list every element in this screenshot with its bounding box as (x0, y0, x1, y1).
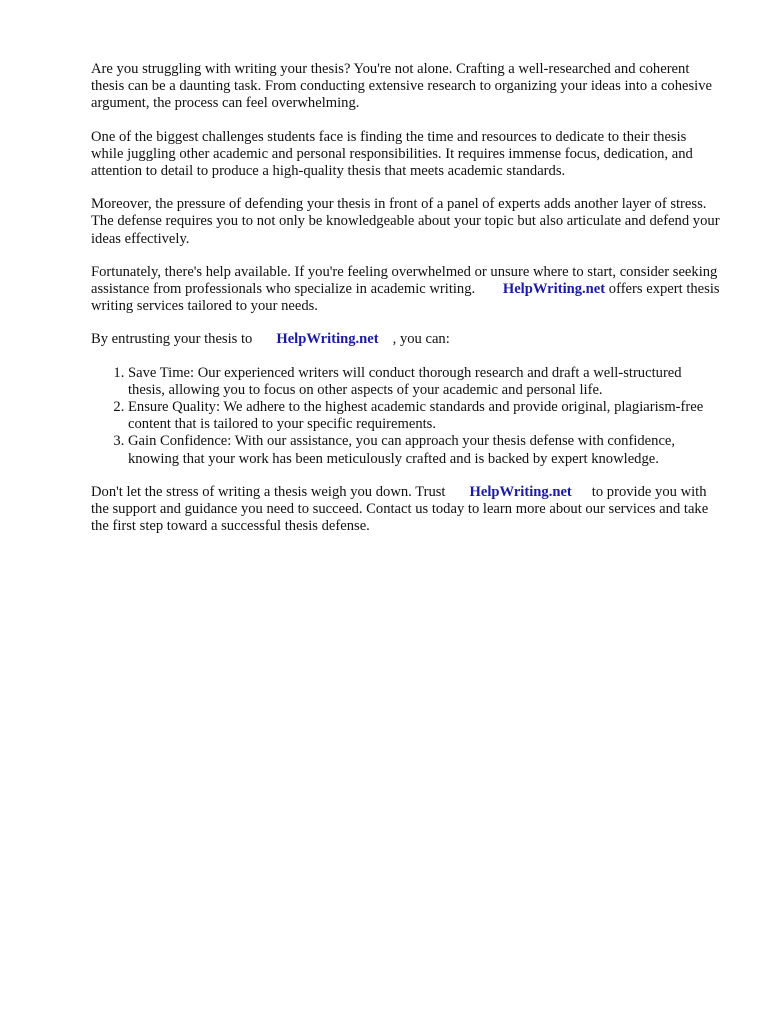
closing-text: Don't let the stress of writing a thesis weigh you down. Trust (91, 483, 446, 500)
intro-paragraph: Are you struggling with writing your thesis? You're not alone. Crafting a well-researched and coherent thesis can be a daunting task. From conducting extensive research to organizing your ideas into a cohesive argument, the process can feel overwhelming. (91, 61, 713, 112)
list-item: 2. Ensure Quality: We adhere to the highest academic standards and provide original, plagiarism-free content that is tailored to your specific requirements. (128, 399, 721, 433)
entrust-text: By entrusting your thesis to (91, 331, 253, 348)
entrust-text-after: , you can: (392, 331, 450, 348)
defense-paragraph: Moreover, the pressure of defending your thesis in front of a panel of experts adds another layer of stress. The defense requires you to not only be knowledgeable about your topic but also articulate and defend your ideas effectively. (91, 196, 720, 247)
helpwriting-link[interactable]: HelpWriting.net (276, 331, 379, 348)
challenges-paragraph: One of the biggest challenges students face is finding the time and resources to dedicate to their thesis while juggling other academic and personal responsibilities. It requires immense focus, dedication, and attention to detail to produce a high-quality thesis that meets academic standards. (91, 128, 693, 180)
list-item: 3. Gain Confidence: With our assistance, you can approach your thesis defense with confidence, knowing that your work has been meticulously crafted and is backed by expert knowledge. (128, 433, 721, 467)
helpwriting-link[interactable]: HelpWriting.net (469, 483, 572, 500)
help-paragraph (91, 264, 721, 316)
help-paragraph-text-after: offers expert thesis writing services tailored to your needs. (91, 281, 720, 315)
entrust-paragraph (91, 331, 721, 348)
closing-paragraph (91, 484, 721, 536)
document-page (91, 61, 721, 551)
closing-text-after: to provide you with the support and guidance you need to succeed. Contact us today to learn more about our services and take the first step toward a successful thesis defense. (91, 483, 709, 535)
list-item: 1. Save Time: Our experienced writers will conduct thorough research and draft a well-structured thesis, allowing you to focus on other aspects of your academic and personal life. (128, 365, 721, 399)
benefits-list (91, 365, 721, 468)
helpwriting-link[interactable]: HelpWriting.net (502, 281, 606, 298)
help-paragraph-text: Fortunately, there's help available. If you're feeling overwhelmed or unsure where to start, consider seeking assistance from professionals who specialize in academic writing. (91, 263, 718, 298)
